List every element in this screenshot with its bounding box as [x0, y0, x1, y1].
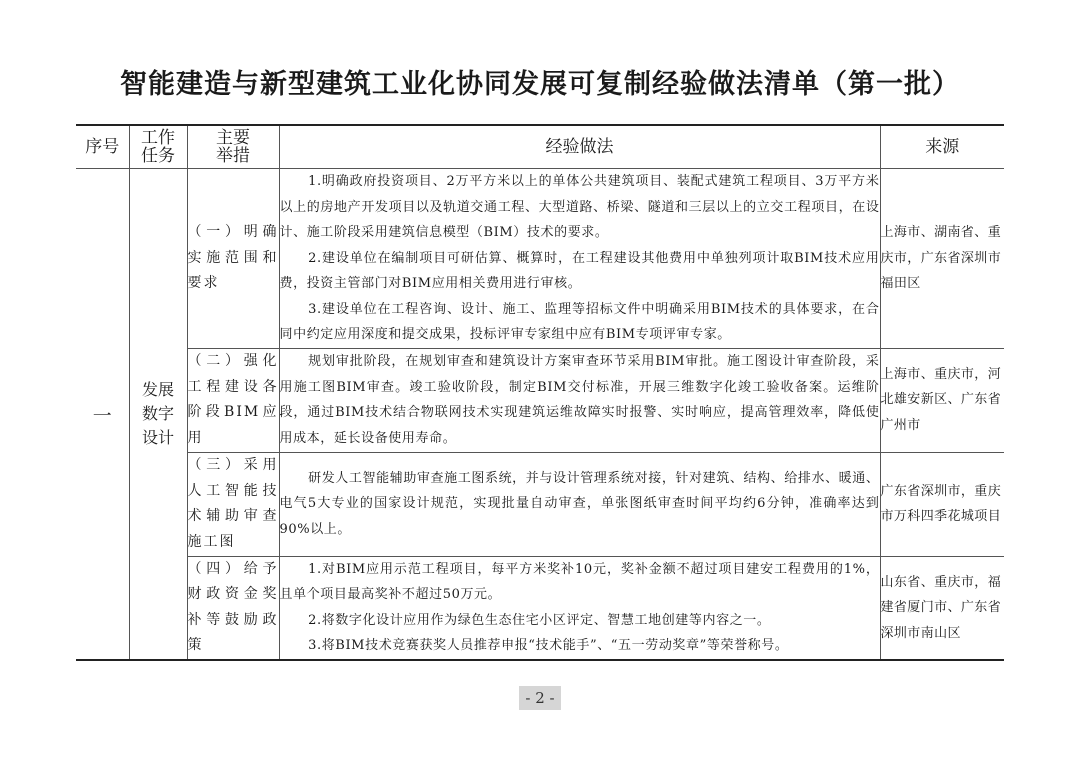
method-paragraph: 规划审批阶段，在规划审查和建筑设计方案审查环节采用BIM审批。施工图设计审查阶段，采用施工图BIM审查。竣工验收阶段，制定BIM交付标准，开展三维数字化竣工验收备案。运维阶段，通过BIM技术结合物联网技术实现建筑运维故障实时报警、实时响应，提高管理效率，降低使用成本，延长设备使用寿命。 [279, 354, 880, 446]
table-row [76, 169, 1004, 349]
header-index: 序号 [76, 125, 129, 169]
measure-cell: （三）采用人工智能技术辅助审查施工图 [187, 452, 279, 556]
group-task-line1: 发展 [141, 380, 174, 399]
table-row [76, 556, 1004, 660]
header-method: 经验做法 [279, 125, 880, 169]
header-task [129, 125, 187, 169]
header-measure-line1: 主要 [216, 128, 250, 148]
group-task-line3: 设计 [141, 428, 174, 447]
method-paragraph: 2.建设单位在编制项目可研估算、概算时，在工程建设其他费用中单独列项计取BIM技术应用费，投资主管部门对BIM应用相关费用进行审核。 [279, 250, 880, 291]
group-task [129, 169, 187, 661]
document-title: 智能建造与新型建筑工业化协同发展可复制经验做法清单（第一批） [120, 69, 960, 100]
header-source: 来源 [880, 125, 1004, 169]
method-paragraph: 3.建设单位在工程咨询、设计、施工、监理等招标文件中明确采用BIM技术的具体要求，在合同中约定应用深度和提交成果，投标评审专家组中应有BIM专项评审专家。 [279, 301, 880, 342]
source-cell: 上海市、湖南省、重庆市，广东省深圳市福田区 [880, 169, 1004, 349]
group-index: 一 [76, 169, 129, 661]
method-cell [279, 169, 880, 349]
header-task-line2: 任务 [141, 146, 175, 166]
method-paragraph: 2.将数字化设计应用作为绿色生态住宅小区评定、智慧工地创建等内容之一。 [308, 612, 771, 628]
method-paragraph: 3.将BIM技术竞赛获奖人员推荐申报“技术能手”、“五一劳动奖章”等荣誉称号。 [308, 638, 789, 654]
measure-cell: （二）强化工程建设各阶段BIM应用 [187, 348, 279, 452]
measure-cell: （一）明确实施范围和要求 [187, 169, 279, 349]
measure-cell: （四）给予财政资金奖补等鼓励政策 [187, 556, 279, 660]
method-paragraph: 1.对BIM应用示范工程项目，每平方米奖补10元，奖补金额不超过项目建安工程费用的1%，且单个项目最高奖补不超过50万元。 [279, 561, 880, 603]
source-cell: 上海市、重庆市，河北雄安新区、广东省广州市 [880, 348, 1004, 452]
header-measure-line2: 举措 [216, 146, 250, 166]
group-task-line2: 数字 [141, 404, 174, 423]
table-row [76, 452, 1004, 556]
method-cell [279, 348, 880, 452]
source-cell: 山东省、重庆市，福建省厦门市、广东省深圳市南山区 [880, 556, 1004, 660]
method-cell [279, 556, 880, 660]
method-cell [279, 452, 880, 556]
table-row [76, 348, 1004, 452]
method-paragraph: 1.明确政府投资项目、2万平方米以上的单体公共建筑项目、装配式建筑工程项目、3万平方米以上的房地产开发项目以及轨道交通工程、大型道路、桥梁、隧道和三层以上的立交工程项目，在设计、施工阶段采用建筑信息模型（BIM）技术的要求。 [279, 174, 880, 240]
header-task-line1: 工作 [141, 128, 175, 148]
experience-table [76, 124, 1004, 661]
method-paragraph: 研发人工智能辅助审查施工图系统，并与设计管理系统对接，针对建筑、结构、给排水、暖通、电气5大专业的国家设计规范，实现批量自动审查，单张图纸审查时间平均约6分钟，准确率达到90%以上。 [279, 470, 880, 537]
table-header-row [76, 125, 1004, 169]
page-number: - 2 - [519, 686, 561, 710]
source-cell: 广东省深圳市，重庆市万科四季花城项目 [880, 452, 1004, 556]
header-measure [187, 125, 279, 169]
